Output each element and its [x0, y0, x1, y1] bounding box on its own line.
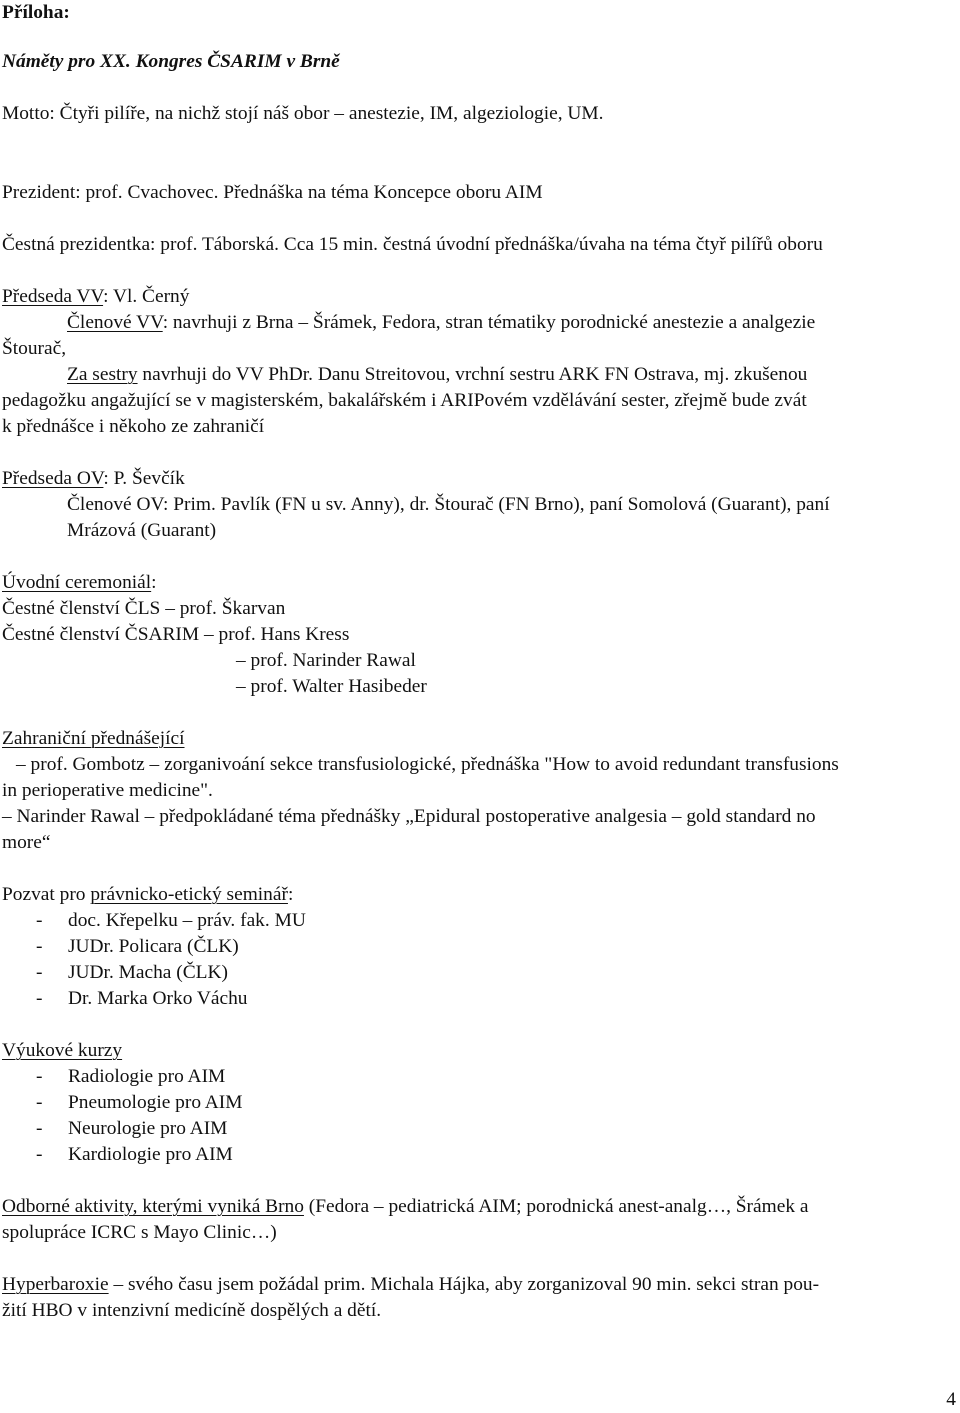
- seminar-prefix: Pozvat pro: [2, 884, 91, 905]
- document-title: Náměty pro XX. Kongres ČSARIM v Brně: [2, 51, 340, 72]
- hyperbaroxie-line: [2, 1272, 819, 1298]
- brno-activities-text: (Fedora – pediatrická AIM; porodnická anest-analg…, Šrámek a: [303, 1196, 809, 1217]
- vv-nurses-label: Za sestry: [67, 364, 138, 385]
- brno-activities-label: Odborné aktivity, kterými vyniká Brno: [2, 1196, 304, 1217]
- ceremony-line-3: – prof. Narinder Rawal: [236, 650, 416, 671]
- ov-members-line: Členové OV: Prim. Pavlík (FN u sv. Anny), dr. Štourač (FN Brno), paní Somolová (Guarant), paní: [67, 494, 830, 515]
- seminar-heading: [2, 882, 293, 908]
- course-item-1: Radiologie pro AIM: [68, 1066, 226, 1087]
- course-bullet-4: -: [36, 1144, 43, 1165]
- vv-members-text: : navrhuji z Brna – Šrámek, Fedora, stran tématiky porodnické anestezie a analgezie: [162, 312, 816, 333]
- vv-nurses-text: navrhuji do VV PhDr. Danu Streitovou, vrchní sestru ARK FN Ostrava, mj. zkušenou: [137, 364, 808, 385]
- hyperbaroxie-text: – svého času jsem požádal prim. Michala Hájka, aby zorganizoval 90 min. sekci stran pou-: [108, 1274, 820, 1295]
- seminar-item-4: Dr. Marka Orko Váchu: [68, 988, 248, 1009]
- honorary-president-line: Čestná prezidentka: prof. Táborská. Cca 15 min. čestná úvodní přednáška/úvaha na téma čtyř pilířů oboru: [2, 234, 823, 255]
- courses-label: Výukové kurzy: [2, 1040, 123, 1061]
- seminar-item-1: doc. Křepelku – práv. fak. MU: [68, 910, 306, 931]
- vv-nurses-continuation-2: k přednášce i někoho ze zahraničí: [2, 416, 265, 437]
- vv-members-continuation: Štourač,: [2, 338, 67, 359]
- seminar-item-2: JUDr. Policara (ČLK): [68, 936, 239, 957]
- course-item-3: Neurologie pro AIM: [68, 1118, 228, 1139]
- vv-members-line: [67, 310, 815, 336]
- foreign-speakers-label: Zahraniční přednášející: [2, 728, 185, 749]
- seminar-bullet-4: -: [36, 988, 43, 1009]
- foreign-line-3: – Narinder Rawal – předpokládané téma přednášky „Epidural postoperative analgesia – gold standard no: [2, 806, 816, 827]
- ceremony-colon: :: [151, 572, 157, 593]
- seminar-bullet-2: -: [36, 936, 43, 957]
- page-number: 4: [946, 1389, 956, 1410]
- vv-chair-label: Předseda VV: [2, 286, 104, 307]
- motto: Motto: Čtyři pilíře, na nichž stojí náš obor – anestezie, IM, algeziologie, UM.: [2, 103, 604, 124]
- heading: Příloha:: [2, 2, 70, 23]
- vv-nurses-continuation-1: pedagožku angažující se v magisterském, bakalářském i ARIPovém vzdělávání sester, zřejmě bude zvát: [2, 390, 807, 411]
- course-item-4: Kardiologie pro AIM: [68, 1144, 233, 1165]
- ceremony-line-1: Čestné členství ČLS – prof. Škarvan: [2, 598, 286, 619]
- ov-chair-label: Předseda OV: [2, 468, 104, 489]
- ov-chair-value: : P. Ševčík: [103, 468, 185, 489]
- brno-activities-line: [2, 1194, 808, 1220]
- vv-nurses-line: [67, 362, 807, 388]
- vv-chair-value: : Vl. Černý: [103, 286, 190, 307]
- ceremony-line-2: Čestné členství ČSARIM – prof. Hans Kress: [2, 624, 350, 645]
- foreign-speakers-heading: [2, 726, 185, 752]
- foreign-line-1: – prof. Gombotz – zorganivoání sekce transfusiologické, přednáška "How to avoid redundant transfusions: [16, 754, 839, 775]
- seminar-colon: :: [287, 884, 294, 905]
- president-line: Prezident: prof. Cvachovec. Přednáška na téma Koncepce oboru AIM: [2, 182, 543, 203]
- course-item-2: Pneumologie pro AIM: [68, 1092, 243, 1113]
- foreign-line-4: more“: [2, 832, 51, 853]
- seminar-bullet-1: -: [36, 910, 43, 931]
- seminar-label: právnicko-etický seminář: [90, 884, 288, 905]
- seminar-item-3: JUDr. Macha (ČLK): [68, 962, 228, 983]
- brno-activities-continuation: spolupráce ICRC s Mayo Clinic…): [2, 1222, 277, 1243]
- course-bullet-3: -: [36, 1118, 43, 1139]
- vv-members-label: Členové VV: [67, 312, 163, 333]
- foreign-line-2: in perioperative medicine".: [2, 780, 213, 801]
- course-bullet-1: -: [36, 1066, 43, 1087]
- ceremony-heading: [2, 570, 157, 596]
- ov-chair-line: [2, 466, 185, 492]
- ov-members-continuation: Mrázová (Guarant): [67, 520, 217, 541]
- courses-heading: [2, 1038, 122, 1064]
- hyperbaroxie-label: Hyperbaroxie: [2, 1274, 109, 1295]
- ceremony-label: Úvodní ceremoniál: [2, 572, 152, 593]
- vv-chair-line: [2, 284, 189, 310]
- seminar-bullet-3: -: [36, 962, 43, 983]
- ceremony-line-4: – prof. Walter Hasibeder: [236, 676, 427, 697]
- course-bullet-2: -: [36, 1092, 43, 1113]
- hyperbaroxie-continuation: žití HBO v intenzivní medicíně dospělých a dětí.: [2, 1300, 382, 1321]
